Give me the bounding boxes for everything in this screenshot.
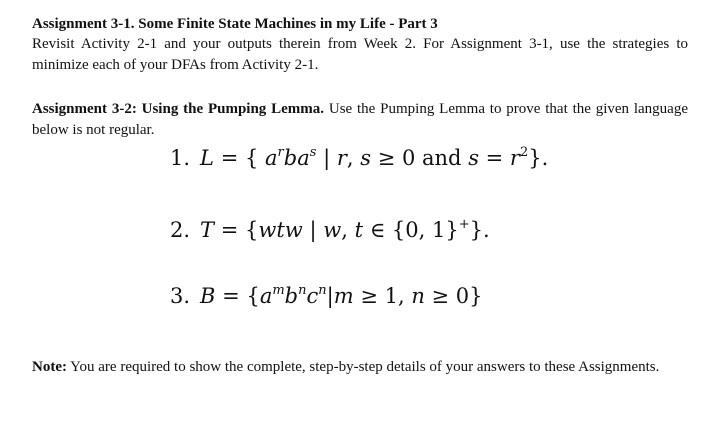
assignment-3-2-body: Use the Pumping Lemma to prove that the given language below is not regular. (32, 101, 689, 138)
assignment-3-2-title: Assignment 3-2: Using the Pumping Lemma. (32, 101, 325, 117)
document-page (32, 14, 689, 308)
assignment-3-2-paragraph (32, 99, 688, 141)
assignment-3-1-section (32, 14, 688, 76)
note-label: Note: (32, 359, 67, 375)
assignment-3-1-title: Assignment 3-1. Some Finite State Machines in my Life - Part 3 (32, 16, 438, 32)
equation-1: 1. L = { $a^rba^s$ | r, s ≥ 0 and $s = r^2$}. (170, 145, 549, 170)
assignment-3-2-section (32, 99, 688, 141)
note-body: You are required to show the complete, step-by-step details of your answers to these Assignments. (66, 359, 660, 375)
equation-list (32, 146, 688, 326)
equation-3: 3. $B = \{a^mb^nc^n|m \ge 1$, n ≥ 0} (170, 283, 483, 308)
note-paragraph (32, 357, 688, 378)
assignment-3-1-body: Revisit Activity 2-1 and your outputs therein from Week 2. For Assignment 3-1, use the strategies to minimize each of your DFAs from Activity 2-1. (32, 36, 688, 73)
equation-2: 2. T = {wtw | w, t ∈ {0, 1}+}. (170, 217, 490, 242)
